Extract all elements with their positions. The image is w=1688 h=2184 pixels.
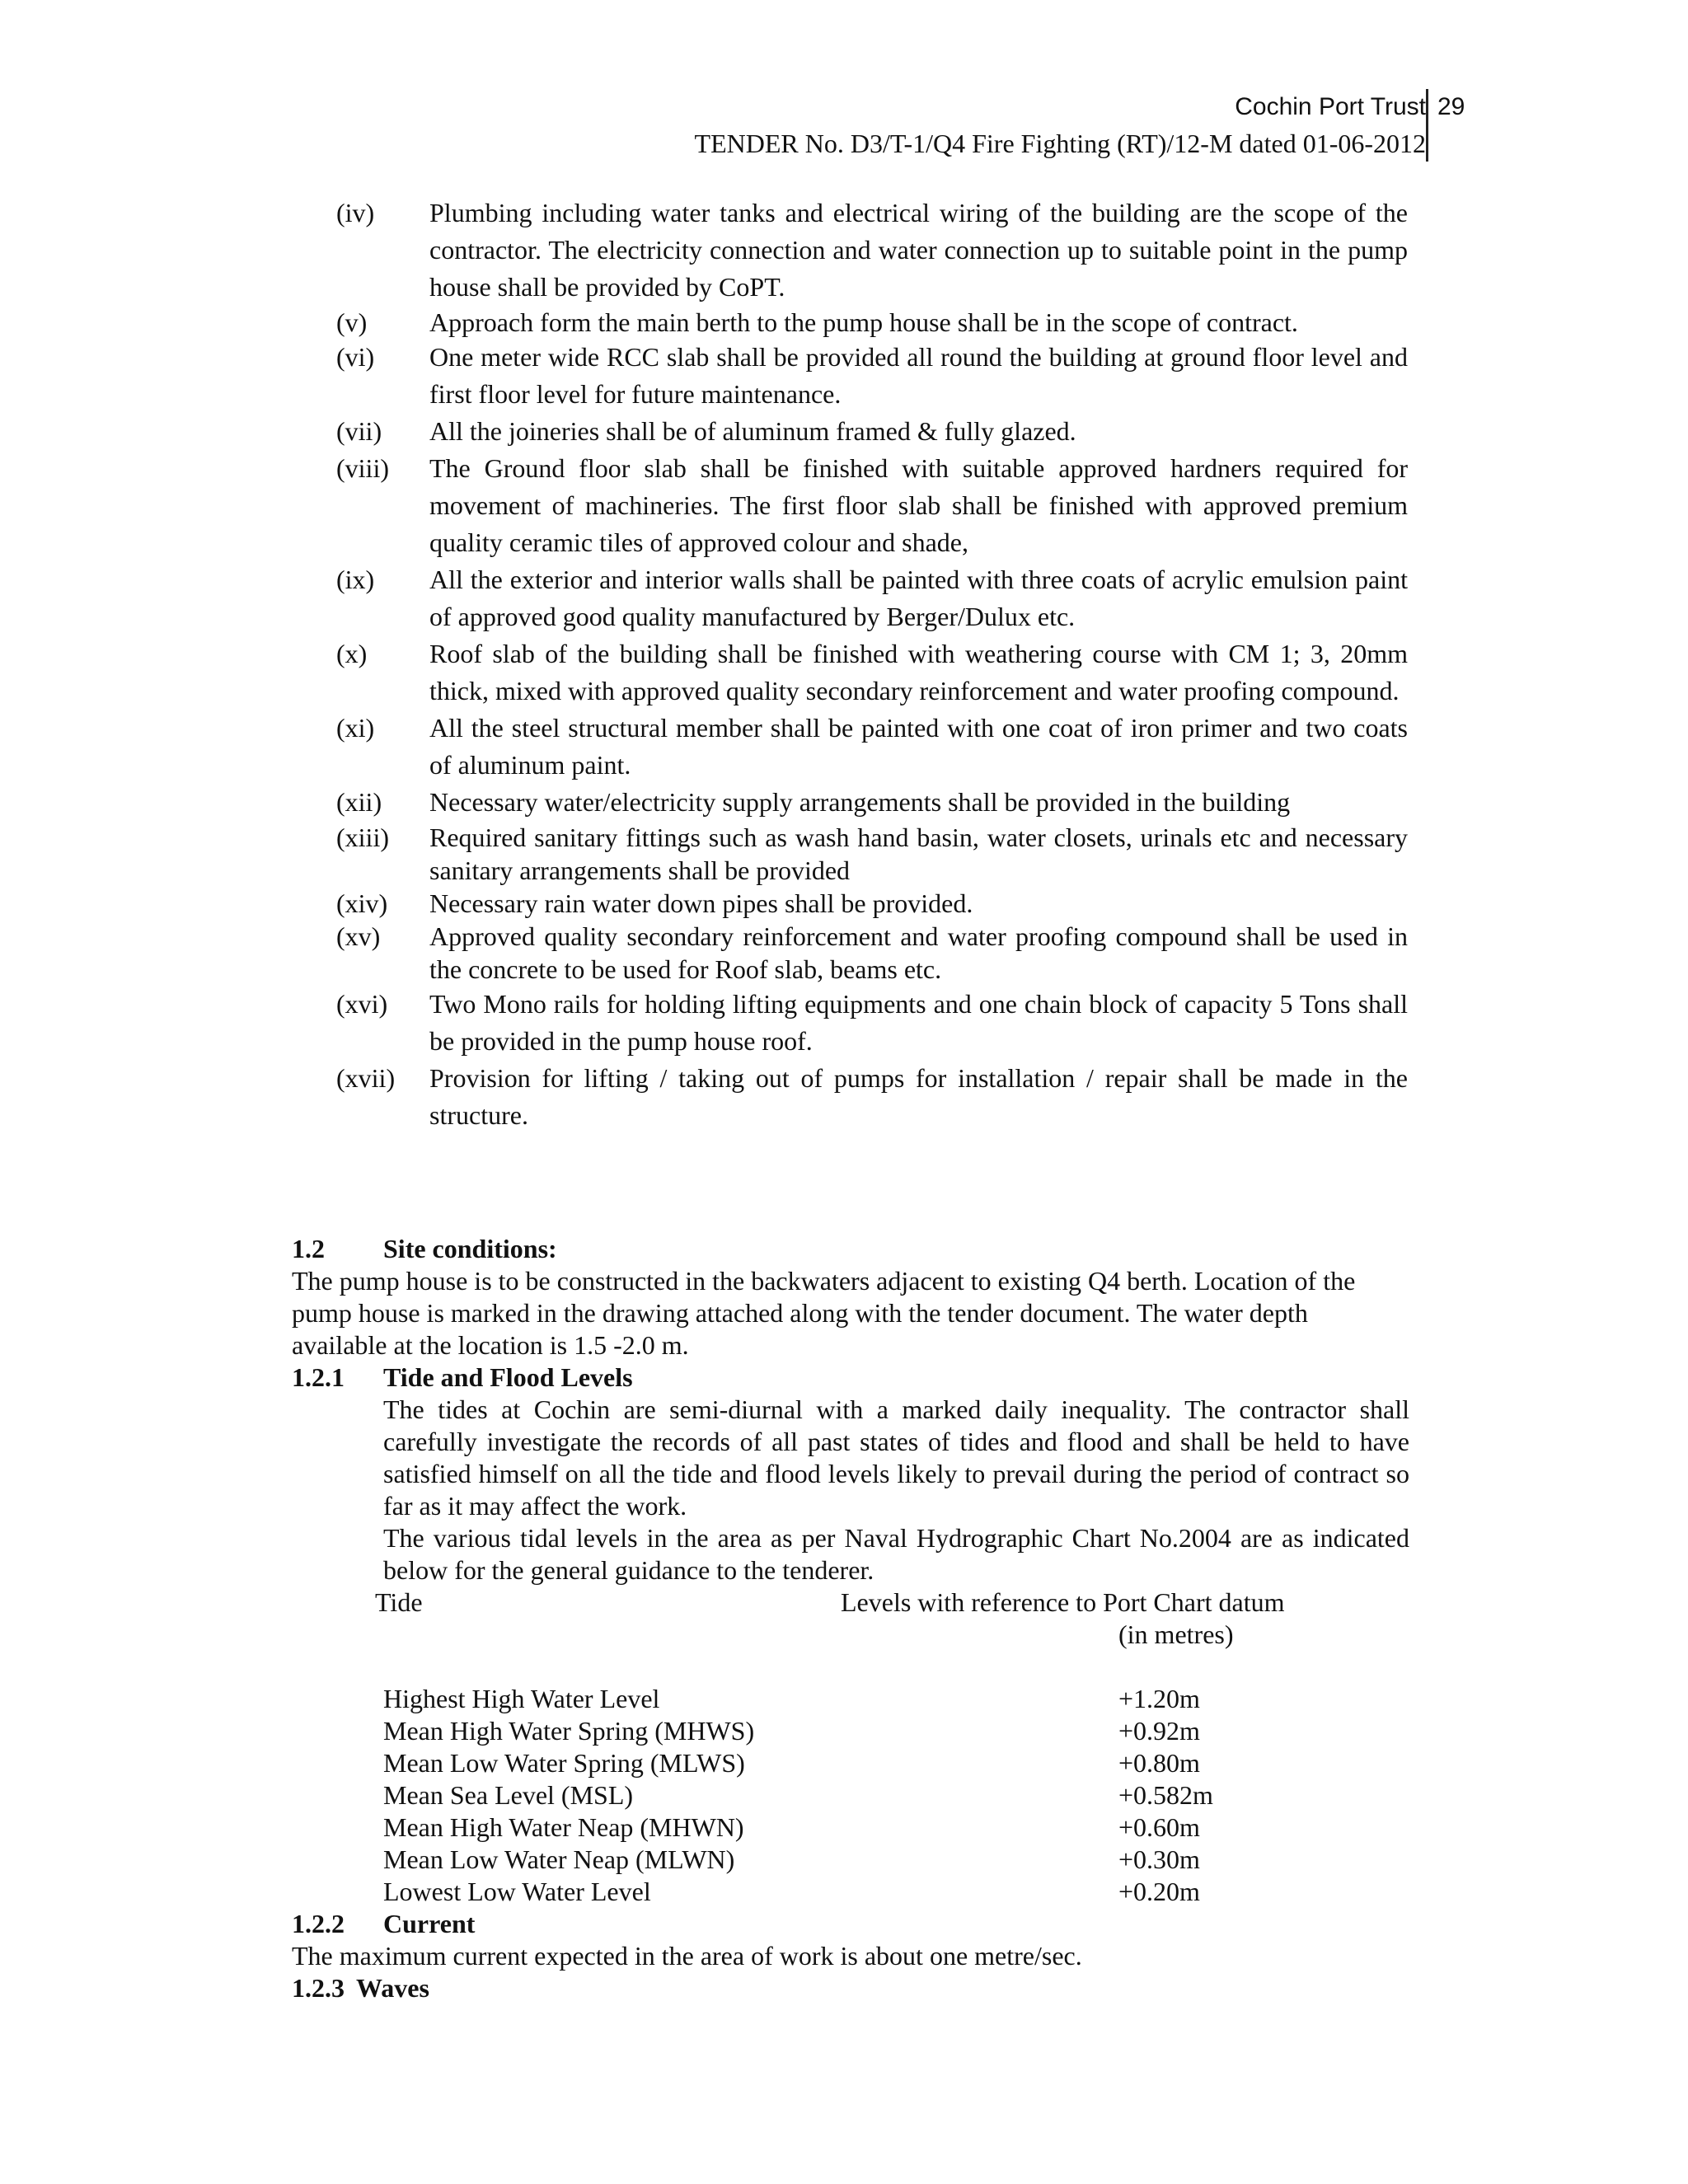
section-title: Site conditions: bbox=[383, 1234, 557, 1263]
list-item-text: One meter wide RCC slab shall be provided all round the building at ground floor level and first floor level for future maintenance. bbox=[429, 342, 1408, 409]
tide-name: Highest High Water Level bbox=[383, 1684, 660, 1713]
list-item-text: Approved quality secondary reinforcement and water proofing compound shall be used in the concrete to be used for Roof slab, beams etc. bbox=[429, 921, 1408, 984]
list-item bbox=[336, 821, 1408, 887]
tide-name: Mean Low Water Spring (MLWS) bbox=[383, 1748, 745, 1778]
list-item bbox=[336, 635, 1408, 710]
list-item bbox=[336, 986, 1408, 1060]
subsection-number: 1.2.1 bbox=[292, 1362, 345, 1392]
tide-level: +1.20m bbox=[1118, 1684, 1200, 1713]
list-item-text: The Ground floor slab shall be finished with suitable approved hardners required for movement of machineries. The first floor slab shall be finished with approved premium quality ceramic tiles of approved colour and shade, bbox=[429, 453, 1408, 557]
organization-name: Cochin Port Trust bbox=[1235, 93, 1426, 120]
list-item-number: (x) bbox=[336, 639, 368, 668]
page-header bbox=[695, 89, 1426, 162]
list-item bbox=[336, 1060, 1408, 1134]
subsection-heading bbox=[292, 1361, 1409, 1394]
list-item-text: Necessary rain water down pipes shall be provided. bbox=[429, 888, 973, 918]
section-number: 1.2 bbox=[292, 1234, 325, 1263]
list-item-number: (viii) bbox=[336, 453, 389, 483]
table-row bbox=[292, 1876, 1409, 1908]
table-row bbox=[292, 1844, 1409, 1876]
list-item bbox=[336, 413, 1408, 450]
list-item-text: Approach form the main berth to the pump house shall be in the scope of contract. bbox=[429, 307, 1298, 337]
list-item bbox=[336, 887, 1408, 920]
list-item-text: All the steel structural member shall be painted with one coat of iron primer and two coats of aluminum paint. bbox=[429, 713, 1408, 780]
list-item-number: (xvii) bbox=[336, 1063, 396, 1093]
table-row bbox=[292, 1747, 1409, 1779]
table-row bbox=[292, 1715, 1409, 1747]
list-item-number: (v) bbox=[336, 307, 368, 337]
tender-reference: TENDER No. D3/T-1/Q4 Fire Fighting (RT)/12-M dated 01-06-2012 bbox=[694, 129, 1426, 158]
list-item-text: Required sanitary fittings such as wash hand basin, water closets, urinals etc and necessary sanitary arrangements shall be provided bbox=[429, 823, 1408, 885]
unit-label: (in metres) bbox=[1118, 1619, 1234, 1649]
tide-levels-table bbox=[292, 1586, 1409, 1908]
tide-level: +0.582m bbox=[1118, 1780, 1213, 1810]
tide-level: +0.30m bbox=[1118, 1844, 1200, 1874]
list-item-number: (xv) bbox=[336, 921, 381, 951]
site-conditions-section bbox=[292, 1233, 1409, 2004]
subsection-number: 1.2.3 bbox=[292, 1973, 345, 2003]
subsection-title: Waves bbox=[356, 1973, 429, 2003]
list-item bbox=[336, 194, 1408, 306]
list-item-text: Roof slab of the building shall be finished with weathering course with CM 1; 3, 20mm thick, mixed with approved quality secondary reinforcement and water proofing compound. bbox=[429, 639, 1408, 705]
list-item-text: Provision for lifting / taking out of pumps for installation / repair shall be made in the structure. bbox=[429, 1063, 1408, 1130]
list-item-text: Two Mono rails for holding lifting equipments and one chain block of capacity 5 Tons shall be provided in the pump house roof. bbox=[429, 989, 1408, 1056]
paragraph: The tides at Cochin are semi-diurnal with a marked daily inequality. The contractor shall carefully investigate the records of all past states of tides and flood and shall be held to have satisfied himself on all the tide and flood levels likely to prevail during the period of contract so far as it may affect the work. bbox=[383, 1394, 1409, 1521]
list-item bbox=[336, 784, 1408, 821]
table-row bbox=[292, 1811, 1409, 1844]
paragraph: The maximum current expected in the area of work is about one metre/sec. bbox=[292, 1941, 1082, 1971]
table-row bbox=[292, 1683, 1409, 1715]
list-item-number: (ix) bbox=[336, 565, 375, 594]
tide-level: +0.92m bbox=[1118, 1716, 1200, 1746]
list-item-number: (xiii) bbox=[336, 823, 389, 852]
list-item-number: (xi) bbox=[336, 713, 375, 743]
paragraph: The various tidal levels in the area as per Naval Hydrographic Chart No.2004 are as indicated below for the general guidance to the tenderer. bbox=[383, 1523, 1409, 1585]
subsection-number: 1.2.2 bbox=[292, 1909, 345, 1938]
list-item bbox=[336, 561, 1408, 635]
list-item-text: All the joineries shall be of aluminum framed & fully glazed. bbox=[429, 416, 1076, 446]
list-item bbox=[336, 920, 1408, 986]
list-item-number: (xii) bbox=[336, 787, 382, 817]
subsection-heading bbox=[292, 1972, 1409, 2004]
tide-name: Mean Low Water Neap (MLWN) bbox=[383, 1844, 735, 1874]
list-item bbox=[336, 710, 1408, 784]
tide-name: Mean High Water Neap (MHWN) bbox=[383, 1812, 744, 1842]
requirements-list bbox=[336, 194, 1408, 1134]
column-header-tide: Tide bbox=[375, 1587, 423, 1617]
tide-name: Lowest Low Water Level bbox=[383, 1877, 651, 1906]
page-number: 29 bbox=[1437, 93, 1465, 120]
tide-level: +0.80m bbox=[1118, 1748, 1200, 1778]
section-body: The pump house is to be constructed in the backwaters adjacent to existing Q4 berth. Location of the pump house is marked in the drawing attached along with the tender document. The water depth available at the location is 1.5 -2.0 m. bbox=[292, 1266, 1356, 1360]
list-item-text: Plumbing including water tanks and electrical wiring of the building are the scope of the contractor. The electricity connection and water connection up to suitable point in the pump house shall be provided by CoPT. bbox=[429, 198, 1408, 302]
section-heading bbox=[292, 1233, 1409, 1265]
subsection-title: Tide and Flood Levels bbox=[383, 1362, 633, 1392]
subsection-heading bbox=[292, 1908, 1409, 1940]
list-item-number: (xiv) bbox=[336, 888, 388, 918]
list-item-text: Necessary water/electricity supply arrangements shall be provided in the building bbox=[429, 787, 1291, 817]
list-item-number: (xvi) bbox=[336, 989, 388, 1019]
table-header-row bbox=[292, 1586, 1409, 1619]
list-item-number: (vi) bbox=[336, 342, 375, 372]
column-header-levels: Levels with reference to Port Chart datum bbox=[841, 1587, 1285, 1617]
header-divider bbox=[1426, 89, 1428, 162]
list-item bbox=[336, 339, 1408, 413]
table-row bbox=[292, 1779, 1409, 1811]
list-item-text: All the exterior and interior walls shall be painted with three coats of acrylic emulsion paint of approved good quality manufactured by Berger/Dulux etc. bbox=[429, 565, 1408, 631]
subsection-title: Current bbox=[383, 1909, 476, 1938]
list-item-number: (vii) bbox=[336, 416, 382, 446]
list-item bbox=[336, 450, 1408, 561]
list-item-number: (iv) bbox=[336, 198, 375, 227]
tide-level: +0.20m bbox=[1118, 1877, 1200, 1906]
tide-level: +0.60m bbox=[1118, 1812, 1200, 1842]
tide-name: Mean Sea Level (MSL) bbox=[383, 1780, 634, 1810]
tide-name: Mean High Water Spring (MHWS) bbox=[383, 1716, 755, 1746]
list-item bbox=[336, 306, 1408, 339]
